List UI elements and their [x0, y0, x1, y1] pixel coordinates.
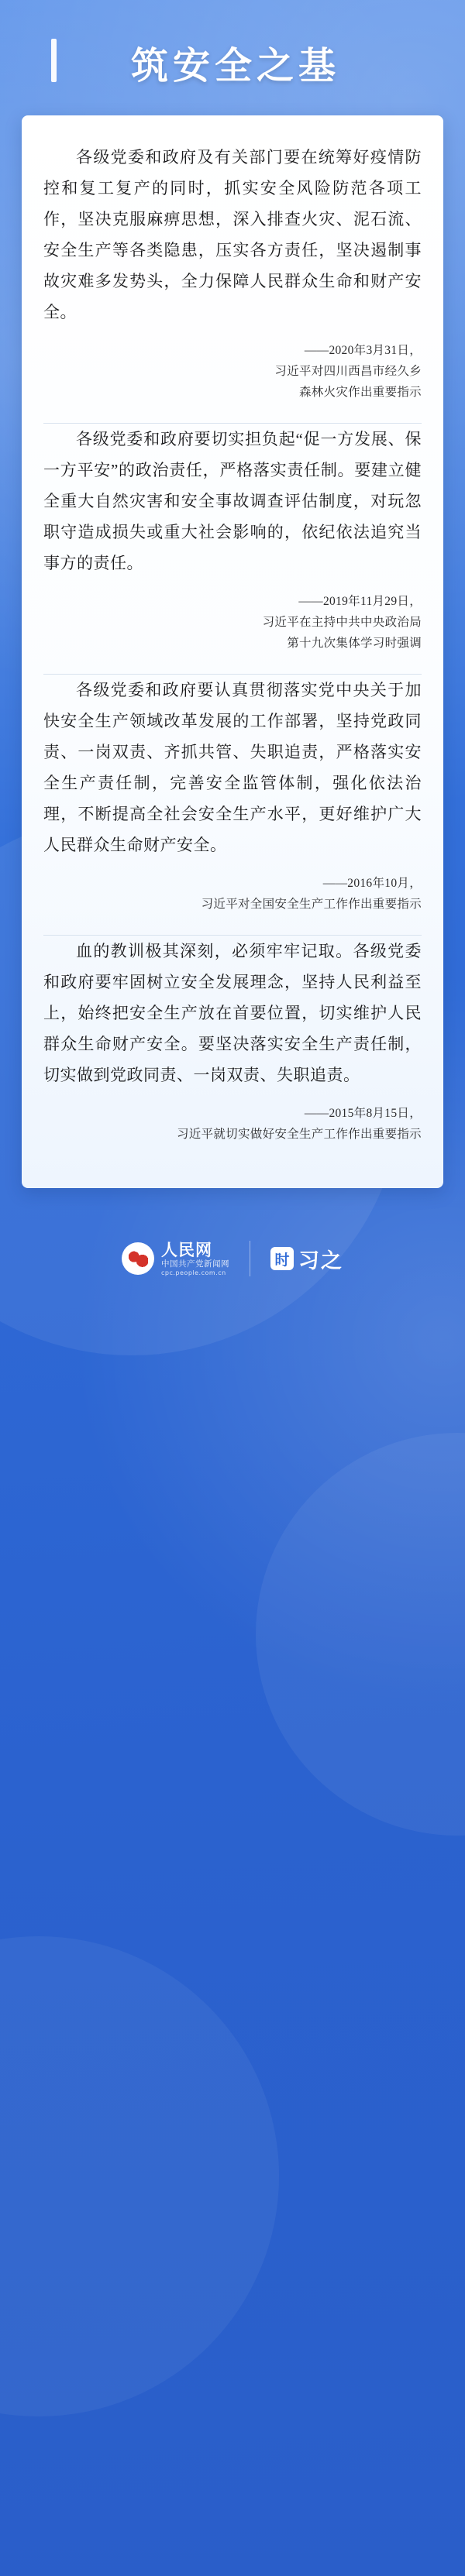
quote-paragraph: 各级党委和政府要认真贯彻落实党中央关于加快安全生产领域改革发展的工作部署，坚持党政同责、一岗双责、齐抓共管、失职追责，严格落实安全生产责任制，完善安全监管体制，强化依法治理，不断提高全社会安全生产水平，更好维护广大人民群众生命财产安全。 — [43, 681, 422, 854]
quote-section-1 — [43, 142, 422, 423]
quote-section-4 — [43, 936, 422, 1165]
quote-paragraph: 各级党委和政府要切实担负起“促一方发展、保一方平安”的政治责任，严格落实责任制。要建立健全重大自然灾害和安全事故调查评估制度，对玩忽职守造成损失或重大社会影响的，依纪依法追究当事方的责任。 — [43, 430, 422, 572]
page-title: 筑安全之基 — [130, 46, 340, 87]
title-block — [0, 0, 465, 115]
shixizhi-logo[interactable] — [270, 1244, 343, 1274]
quote-section-3 — [43, 675, 422, 935]
quote-attribution-line: 习近平对四川西昌市经久乡 — [274, 365, 422, 378]
people-logo-name: 人民网 — [161, 1241, 212, 1260]
quote-paragraph: 血的教训极其深刻，必须牢牢记取。各级党委和政府要牢固树立安全发展理念，坚持人民利益至上，始终把安全生产放在首要位置，切实维护人民群众生命财产安全。要坚决落实安全生产责任制，切实做到党政同责、一岗双责、失职追责。 — [43, 942, 422, 1084]
shixizhi-text: 习之 — [298, 1249, 343, 1273]
quote-attribution-line: 第十九次集体学习时强调 — [287, 637, 422, 650]
quote-attribution-line: ——2020年3月31日， — [304, 344, 422, 357]
background-decoration — [0, 1936, 279, 2416]
people-logo-icon — [122, 1242, 154, 1275]
background-decoration — [256, 1433, 465, 1836]
people-logo-domain: cpc.people.com.cn — [161, 1269, 226, 1276]
quote-attribution-line: ——2016年10月， — [322, 877, 422, 890]
quote-attribution-line: ——2019年11月29日， — [298, 595, 422, 608]
title-accent-bar — [51, 39, 57, 82]
quote-paragraph: 各级党委和政府及有关部门要在统筹好疫情防控和复工复产的同时，抓实安全风险防范各项工作，坚决克服麻痹思想，深入排查火灾、泥石流、安全生产等各类隐患，压实各方责任，坚决遏制事故灾难多发势头，全力保障人民群众生命和财产安全。 — [43, 148, 422, 321]
quote-attribution-line: ——2015年8月15日， — [304, 1107, 422, 1120]
quote-section-2 — [43, 424, 422, 674]
people-logo-subtitle: 中国共产党新闻网 — [161, 1259, 229, 1269]
people-logo[interactable] — [122, 1241, 229, 1276]
people-logo-text — [161, 1241, 229, 1276]
shixizhi-badge: 时 — [270, 1247, 294, 1270]
quote-attribution-line: 习近平就切实做好安全生产工作作出重要指示 — [176, 1128, 422, 1141]
quote-attribution-line: 习近平在主持中共中央政治局 — [262, 616, 422, 629]
quotes-card — [22, 115, 443, 1188]
quote-attribution-line: 习近平对全国安全生产工作作出重要指示 — [201, 898, 422, 911]
quote-attribution-line: 森林火灾作出重要指示 — [298, 386, 422, 399]
footer — [0, 1224, 465, 1297]
